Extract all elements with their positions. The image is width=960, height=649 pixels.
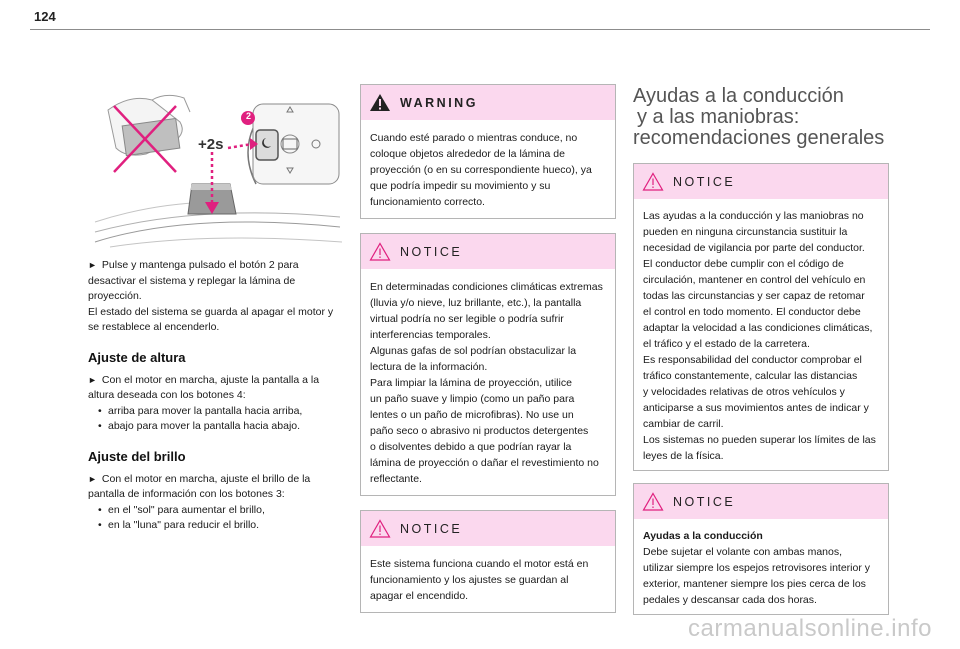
notice-text-line: virtual podría no ser legible o podría sufrir — [370, 313, 564, 325]
bullet-item: • en la "luna" para reducir el brillo. — [98, 518, 342, 534]
column-left — [88, 84, 342, 534]
notice-text-line: utilizar siempre los espejos retrovisores interior y — [643, 562, 870, 574]
warning-text-line: Cuando esté parado o mientras conduce, no — [370, 132, 578, 144]
notice-text-line: un paño suave y limpio (como un paño para — [370, 393, 575, 405]
notice-header — [361, 511, 615, 546]
step-text-line: proyección. — [88, 290, 142, 302]
notice-text-line: el control en todo momento. El conductor debe — [643, 306, 861, 318]
notice-triangle-icon — [369, 242, 391, 261]
step-arrow-icon: ► — [88, 374, 97, 385]
notice-text-line: circulación, mantener en control del vehículo en — [643, 274, 866, 286]
notice-text-line: necesidad de vigilancia por parte del conductor. — [643, 242, 865, 254]
warning-header — [361, 85, 615, 120]
section-title-line: Ayudas a la conducción — [633, 85, 844, 107]
notice-text-line: funcionamiento y los ajustes se guardan al — [370, 574, 569, 586]
notice-text-line: tráfico constantemente, calcular las distancias — [643, 370, 858, 382]
notice-header — [634, 484, 888, 519]
notice-title: NOTICE — [673, 494, 736, 509]
step-text-line: Con el motor en marcha, ajuste el brillo de la — [101, 472, 311, 485]
notice-text-line: lentes o un paño de microfibras). No use un — [370, 409, 574, 421]
notice-text-line: cambiar de carril. — [643, 418, 724, 430]
column-right — [633, 86, 889, 615]
notice-header — [634, 164, 888, 199]
notice-triangle-icon — [642, 492, 664, 511]
hold-duration-label: +2s — [198, 136, 224, 153]
notice-text-line: y velocidades relativas de otros vehículos y — [643, 386, 845, 398]
step-arrow-icon: ► — [88, 260, 97, 270]
step-brillo — [88, 472, 342, 534]
notice-body — [361, 546, 615, 612]
notice-box — [360, 233, 616, 496]
watermark: carmanualsonline.info — [688, 615, 932, 642]
notice-text-line: todas las circunstancias y ser capaz de retomar — [643, 290, 865, 302]
step-text-line: El estado del sistema se guarda al apagar el motor y — [88, 305, 334, 318]
notice-text-line: adaptar la velocidad a las condiciones climáticas, — [643, 322, 873, 334]
notice-text-line: Es responsabilidad del conductor comprobar el — [643, 354, 862, 366]
notice-text-line: el tráfico y el estado de la carretera. — [643, 338, 810, 350]
warning-text-line: coloque objetos alrededor de la lámina de — [370, 148, 565, 160]
notice-box — [633, 483, 889, 615]
step-text-line: Con el motor en marcha, ajuste la pantalla a la — [101, 373, 320, 386]
notice-text-line: lámina de proyección o dañar el revestimiento no — [370, 457, 599, 469]
notice-body — [634, 519, 888, 614]
step-text-line: desactivar el sistema y replegar la lámina de — [88, 274, 296, 287]
notice-body — [361, 269, 615, 495]
notice-text-line: pedales y descansar cada dos horas. — [643, 594, 817, 606]
notice-text-line: En determinadas condiciones climáticas extremas — [370, 281, 603, 293]
notice-text-line: Las ayudas a la conducción y las maniobras no — [643, 210, 864, 222]
notice-text-line: o disolventes debido a que podrían rayar la — [370, 441, 572, 453]
notice-text-line: (lluvia y/o nieve, luz brillante, etc.), la pantalla — [370, 297, 582, 309]
notice-body — [634, 199, 888, 470]
warning-triangle-icon — [369, 93, 391, 112]
notice-text-line: Los sistemas no pueden superar los límites de las — [643, 434, 876, 446]
notice-text-line: leyes de la física. — [643, 450, 724, 462]
warning-title: WARNING — [400, 95, 478, 110]
notice-text-line: lectura de la información. — [370, 361, 488, 373]
warning-box — [360, 84, 616, 219]
warning-text-line: que podría impedir su movimiento y su — [370, 180, 551, 192]
step-desactivar — [88, 258, 342, 336]
bullet-item: • arriba para mover la pantalla hacia arriba, — [98, 404, 342, 420]
notice-text-line: anticiparse a sus movimientos antes de indicar y — [643, 402, 869, 414]
section-title — [633, 86, 889, 149]
section-title-line: y a las maniobras: — [637, 106, 800, 128]
notice-text-line: Algunas gafas de sol podrían obstaculizar la — [370, 345, 577, 357]
step-text-line: altura deseada con los botones 4: — [88, 389, 246, 401]
notice-text-line: interferencias temporales. — [370, 329, 491, 341]
heading-ajuste-brillo: Ajuste del brillo — [88, 448, 186, 464]
header-rule — [30, 29, 930, 30]
step-text-line: se restablece al encenderlo. — [88, 321, 220, 333]
warning-text-line: proyección (o en su correspondiente hueco), ya — [370, 164, 592, 176]
notice-box — [360, 510, 616, 613]
notice-title: NOTICE — [673, 174, 736, 189]
warning-text-line: funcionamiento correcto. — [370, 196, 485, 208]
notice-subheading: Ayudas a la conducción — [643, 530, 763, 542]
notice-triangle-icon — [642, 172, 664, 191]
step-text-line: pantalla de información con los botones 3: — [88, 488, 285, 500]
bullet-item: • abajo para mover la pantalla hacia abajo. — [98, 419, 342, 435]
step-text-line: Pulse y mantenga pulsado el botón 2 para — [101, 259, 299, 271]
heading-ajuste-altura: Ajuste de altura — [88, 349, 186, 365]
warning-body — [361, 120, 615, 218]
notice-text-line: pueden en ninguna circunstancia sustituir la — [643, 226, 848, 238]
notice-title: NOTICE — [400, 521, 463, 536]
step-altura — [88, 373, 342, 435]
notice-text-line: reflectante. — [370, 473, 422, 485]
notice-text-line: exterior, mantener siempre los pies cerca de los — [643, 578, 866, 590]
column-middle — [360, 84, 616, 613]
notice-text-line: Este sistema funciona cuando el motor está en — [370, 558, 589, 570]
callout-badge: 2 — [245, 111, 251, 121]
hud-controls-illustration — [90, 92, 342, 252]
notice-text-line: Debe sujetar el volante con ambas manos, — [643, 546, 843, 558]
section-title-line: recomendaciones generales — [633, 127, 885, 149]
page-number: 124 — [34, 9, 56, 24]
notice-triangle-icon — [369, 519, 391, 538]
hud-illustration-svg — [90, 92, 342, 252]
step-arrow-icon: ► — [88, 473, 97, 484]
notice-text-line: paño seco o abrasivo ni productos detergentes — [370, 425, 589, 437]
notice-text-line: Para limpiar la lámina de proyección, utilice — [370, 377, 572, 389]
notice-header — [361, 234, 615, 269]
notice-text-line: apagar el encendido. — [370, 590, 469, 602]
bullet-item: • en el "sol" para aumentar el brillo, — [98, 503, 342, 519]
notice-box — [633, 163, 889, 471]
notice-title: NOTICE — [400, 244, 463, 259]
notice-text-line: El conductor debe cumplir con el código de — [643, 258, 844, 270]
